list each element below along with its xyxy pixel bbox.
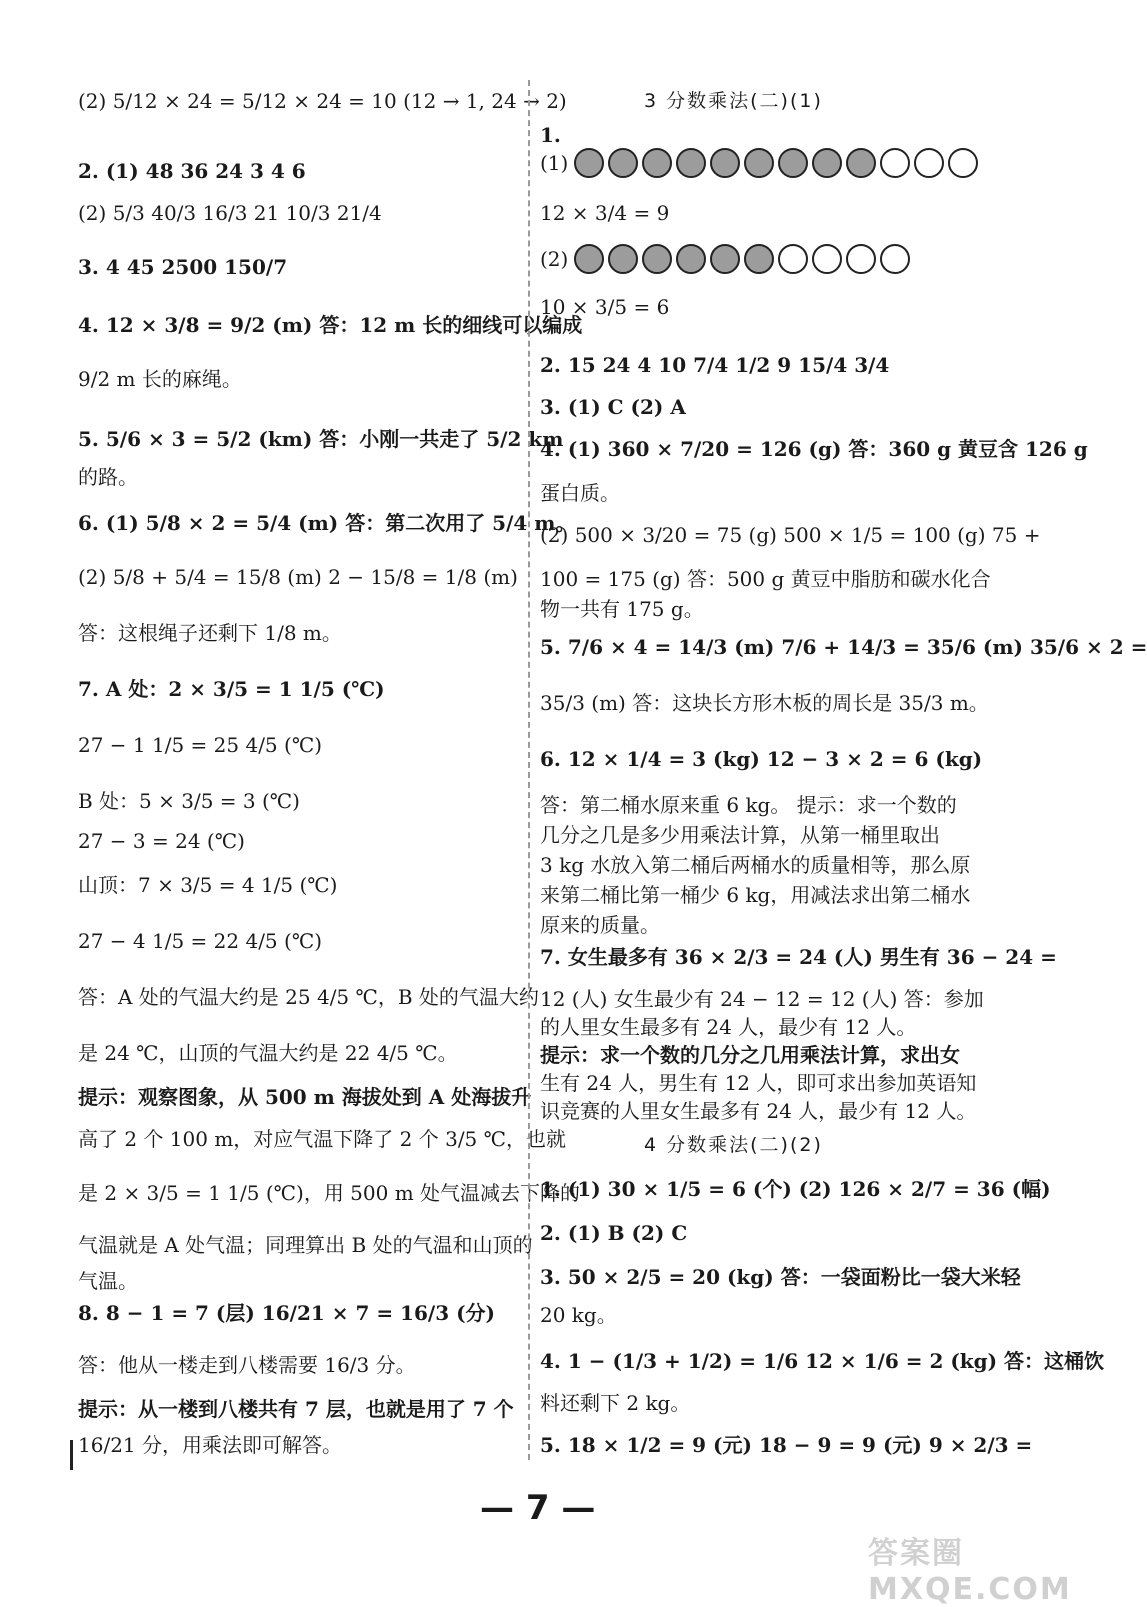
answer-line: 27 − 4 1/5 = 22 4/5 (℃): [78, 929, 322, 953]
answer-line: 物一共有 175 g。: [540, 597, 704, 621]
answer-line: (2) 5/8 + 5/4 = 15/8 (m) 2 − 15/8 = 1/8 (m): [78, 565, 518, 589]
answer-line: 识竞赛的人里女生最多有 24 人，最少有 12 人。: [540, 1099, 977, 1123]
answer-line: B 处：5 × 3/5 = 3 (℃): [78, 789, 300, 813]
answer-line: 料还剩下 2 kg。: [540, 1391, 691, 1415]
answer-line: 3 kg 水放入第二桶后两桶水的质量相等，那么原: [540, 853, 971, 877]
watermark: 答案圈 MXQE.COM: [868, 1536, 1072, 1607]
answer-line: 12 × 3/4 = 9: [540, 201, 670, 225]
answer-line: 20 kg。: [540, 1303, 617, 1327]
answer-line: 1. (1) 30 × 1/5 = 6 (个) (2) 126 × 2/7 = 36 (幅): [540, 1177, 1051, 1201]
answer-line: 6. (1) 5/8 × 2 = 5/4 (m) 答：第二次用了 5/4 m。: [78, 511, 576, 535]
question-number: 1.: [540, 123, 561, 147]
answer-line: 的路。: [78, 465, 138, 489]
circles-label: (2): [540, 247, 569, 271]
circle-row-1: [574, 148, 978, 178]
answer-line: 原来的质量。: [540, 913, 660, 937]
filled-circle: [574, 148, 604, 178]
answer-line: 2. (1) 48 36 24 3 4 6: [78, 159, 306, 183]
answer-line: 4. 1 − (1/3 + 1/2) = 1/6 12 × 1/6 = 2 (kg) 答：这桶饮: [540, 1349, 1105, 1373]
answer-line: 12 (人) 女生最少有 24 − 12 = 12 (人) 答：参加: [540, 987, 984, 1011]
answer-line: 2. (1) B (2) C: [540, 1221, 688, 1245]
answer-line: 的人里女生最多有 24 人，最少有 12 人。: [540, 1015, 917, 1039]
answer-line: 答：A 处的气温大约是 25 4/5 ℃，B 处的气温大约: [78, 985, 539, 1009]
hint-line: 提示：求一个数的几分之几用乘法计算，求出女: [540, 1043, 960, 1067]
empty-circle: [880, 244, 910, 274]
filled-circle: [676, 148, 706, 178]
answer-line: 高了 2 个 100 m，对应气温下降了 2 个 3/5 ℃，也就: [78, 1127, 567, 1151]
answer-line: 10 × 3/5 = 6: [540, 295, 670, 319]
answer-line: 几分之几是多少用乘法计算，从第一桶里取出: [540, 823, 940, 847]
section-title: 3 分数乘法(二)(1): [644, 90, 823, 112]
answer-line: 气温。: [78, 1269, 138, 1293]
answer-line: 8. 8 − 1 = 7 (层) 16/21 × 7 = 16/3 (分): [78, 1301, 496, 1325]
filled-circle: [608, 244, 638, 274]
empty-circle: [880, 148, 910, 178]
answer-line: 9/2 m 长的麻绳。: [78, 367, 242, 391]
section-title: 4 分数乘法(二)(2): [644, 1134, 823, 1156]
answer-line: 35/3 (m) 答：这块长方形木板的周长是 35/3 m。: [540, 691, 989, 715]
circles-label: (1): [540, 151, 569, 175]
answer-line: 4. 12 × 3/8 = 9/2 (m) 答：12 m 长的细线可以编成: [78, 313, 583, 337]
filled-circle: [778, 148, 808, 178]
margin-bar: [70, 1440, 73, 1470]
answer-line: 7. 女生最多有 36 × 2/3 = 24 (人) 男生有 36 − 24 =: [540, 945, 1057, 969]
filled-circle: [744, 244, 774, 274]
answer-line: 27 − 1 1/5 = 25 4/5 (℃): [78, 733, 322, 757]
answer-line: 6. 12 × 1/4 = 3 (kg) 12 − 3 × 2 = 6 (kg): [540, 747, 983, 771]
page-number: — 7 —: [480, 1488, 596, 1528]
answer-line: 3. 50 × 2/5 = 20 (kg) 答：一袋面粉比一袋大米轻: [540, 1265, 1021, 1289]
filled-circle: [642, 244, 672, 274]
empty-circle: [914, 148, 944, 178]
answer-line: 生有 24 人，男生有 12 人，即可求出参加英语知: [540, 1071, 977, 1095]
answer-line: 7. A 处：2 × 3/5 = 1 1/5 (℃): [78, 677, 385, 701]
answer-line: 4. (1) 360 × 7/20 = 126 (g) 答：360 g 黄豆含 126 g: [540, 437, 1088, 461]
answer-line: 山顶：7 × 3/5 = 4 1/5 (℃): [78, 873, 338, 897]
answer-line: 16/21 分，用乘法即可解答。: [78, 1433, 342, 1457]
hint-line: 提示：从一楼到八楼共有 7 层，也就是用了 7 个: [78, 1397, 514, 1421]
filled-circle: [710, 148, 740, 178]
filled-circle: [574, 244, 604, 274]
empty-circle: [846, 244, 876, 274]
answer-line: 27 − 3 = 24 (℃): [78, 829, 245, 853]
empty-circle: [778, 244, 808, 274]
answer-line: (2) 500 × 3/20 = 75 (g) 500 × 1/5 = 100 (g) 75 +: [540, 523, 1041, 547]
filled-circle: [710, 244, 740, 274]
filled-circle: [812, 148, 842, 178]
answer-line: (2) 5/12 × 24 = 5/12 × 24 = 10 (12 → 1, 24 → 2): [78, 89, 567, 113]
filled-circle: [744, 148, 774, 178]
answer-line: 是 24 ℃，山顶的气温大约是 22 4/5 ℃。: [78, 1041, 458, 1065]
answer-line: 蛋白质。: [540, 481, 620, 505]
answer-line: 100 = 175 (g) 答：500 g 黄豆中脂肪和碳水化合: [540, 567, 991, 591]
answer-line: 答：第二桶水原来重 6 kg。 提示：求一个数的: [540, 793, 957, 817]
answer-line: 5. 18 × 1/2 = 9 (元) 18 − 9 = 9 (元) 9 × 2/3 =: [540, 1433, 1033, 1457]
answer-line: 气温就是 A 处气温；同理算出 B 处的气温和山顶的: [78, 1233, 533, 1257]
answer-line: 答：他从一楼走到八楼需要 16/3 分。: [78, 1353, 416, 1377]
empty-circle: [812, 244, 842, 274]
hint-line: 提示：观察图象，从 500 m 海拔处到 A 处海拔升: [78, 1085, 532, 1109]
answer-line: 来第二桶比第一桶少 6 kg，用减法求出第二桶水: [540, 883, 971, 907]
filled-circle: [846, 148, 876, 178]
answer-line: 3. (1) C (2) A: [540, 395, 686, 419]
answer-line: 2. 15 24 4 10 7/4 1/2 9 15/4 3/4: [540, 353, 890, 377]
answer-line: 答：这根绳子还剩下 1/8 m。: [78, 621, 342, 645]
column-divider: [528, 80, 530, 1460]
answer-line: 3. 4 45 2500 150/7: [78, 255, 288, 279]
filled-circle: [676, 244, 706, 274]
circle-row-2: [574, 244, 910, 274]
answer-line: 是 2 × 3/5 = 1 1/5 (℃)，用 500 m 处气温减去下降的: [78, 1181, 581, 1205]
filled-circle: [608, 148, 638, 178]
filled-circle: [642, 148, 672, 178]
answer-line: (2) 5/3 40/3 16/3 21 10/3 21/4: [78, 201, 382, 225]
empty-circle: [948, 148, 978, 178]
answer-line: 5. 5/6 × 3 = 5/2 (km) 答：小刚一共走了 5/2 km: [78, 427, 564, 451]
answer-line: 5. 7/6 × 4 = 14/3 (m) 7/6 + 14/3 = 35/6 (m) 35/6 × 2 =: [540, 635, 1147, 659]
